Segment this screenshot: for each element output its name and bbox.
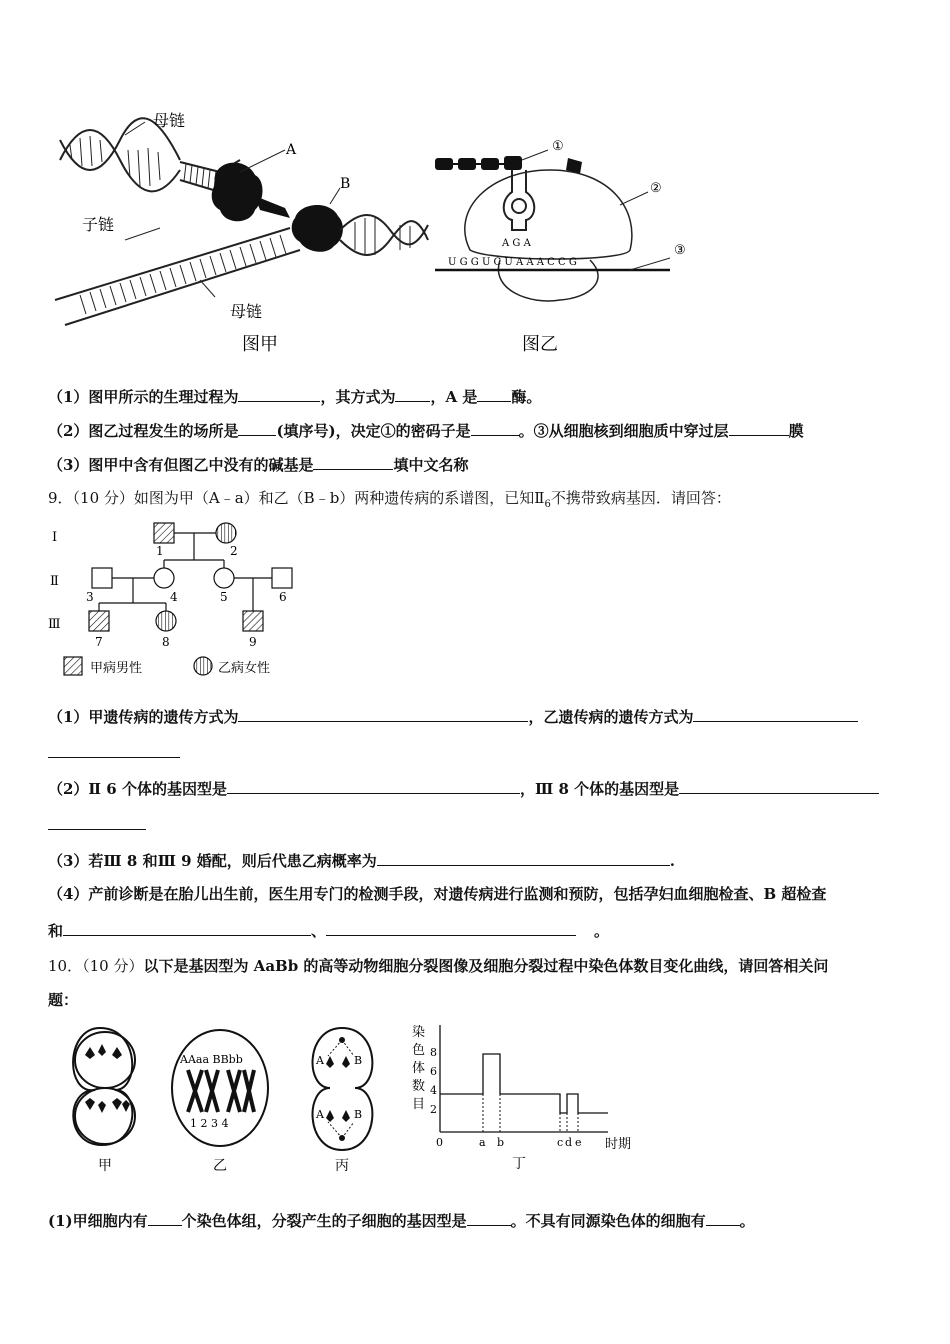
- id-8: 8: [162, 635, 170, 649]
- label-mother-strand-top: 母链: [153, 111, 186, 130]
- ytick-4: 4: [430, 1084, 437, 1097]
- blank[interactable]: [48, 742, 180, 758]
- cell-bing-a-bottom: A: [316, 1108, 324, 1121]
- q9-line-2: （2）Ⅱ 6 个体的基因型是 ，Ⅲ 8 个体的基因型是: [48, 778, 879, 799]
- id-5: 5: [220, 590, 228, 604]
- individual-1: [154, 523, 174, 543]
- xtick-e: e: [575, 1136, 582, 1149]
- ytick-8: 8: [430, 1046, 437, 1059]
- figure-jia: [50, 100, 430, 360]
- q9-stem: 9．（10 分）如图为甲（A﹣a）和乙（B﹣b）两种遗传病的系谱图，已知$Ⅱ_6$不携带致病基因．请回答：: [48, 489, 731, 510]
- label-enzyme-a: A: [286, 142, 297, 158]
- cell-bing-b-bottom: B: [354, 1108, 363, 1121]
- blank[interactable]: [227, 778, 520, 794]
- xtick-d: d: [565, 1136, 573, 1149]
- legend-swatch-a: [64, 657, 82, 675]
- id-1: 1: [156, 544, 164, 558]
- legend-swatch-b: [194, 657, 212, 675]
- mrna-sequence: U G G U C U A A A C C G: [448, 257, 577, 268]
- blank[interactable]: [148, 1210, 182, 1226]
- blank[interactable]: [48, 814, 146, 830]
- blank[interactable]: [395, 386, 430, 402]
- id-6: 6: [279, 590, 287, 604]
- figure-q10: [60, 1020, 650, 1180]
- cell-bing-b-top: B: [354, 1054, 363, 1067]
- blank[interactable]: [477, 386, 511, 402]
- id-7: 7: [95, 635, 103, 649]
- q9-line-1: （1）甲遗传病的遗传方式为 ，乙遗传病的遗传方式为: [48, 706, 858, 727]
- id-4: 4: [170, 590, 178, 604]
- cell-bing-a-top: A: [316, 1054, 324, 1067]
- label-mother-strand-bottom: 母链: [230, 302, 263, 321]
- blank[interactable]: [679, 778, 879, 794]
- individual-2: [216, 523, 236, 543]
- caption-fig-jia: 图甲: [242, 334, 278, 355]
- caption-fig-yi: 图乙: [522, 334, 558, 355]
- graph-ylabel-5: 目: [412, 1097, 426, 1112]
- marker-2: ②: [650, 181, 662, 196]
- blank[interactable]: [729, 420, 789, 436]
- q10-stem: 10．（10 分）以下是基因型为 AaBb 的高等动物细胞分裂图像及细胞分裂过程中染色体数目变化曲线，请回答相关问: [48, 957, 829, 975]
- blank[interactable]: [313, 454, 393, 470]
- xtick-a: a: [479, 1136, 486, 1149]
- graph-ylabel-4: 数: [412, 1079, 426, 1094]
- gen-label-3: Ⅲ: [48, 617, 61, 632]
- label-enzyme-b: B: [340, 176, 351, 192]
- blank[interactable]: [377, 850, 670, 866]
- blank[interactable]: [693, 706, 858, 722]
- legend-label-b: 乙病女性: [218, 661, 271, 676]
- id-2: 2: [230, 544, 238, 558]
- q8-line-3: （3）图甲中含有但图乙中没有的碱基是 填中文名称: [48, 456, 469, 474]
- anticodon: A G A: [502, 238, 531, 249]
- legend-label-a: 甲病男性: [90, 661, 143, 676]
- graph-ylabel-1: 染: [412, 1025, 426, 1040]
- marker-3: ③: [674, 243, 686, 258]
- graph-xlabel: 时期: [605, 1137, 632, 1152]
- marker-1: ①: [552, 139, 564, 154]
- graph-ylabel-3: 体: [412, 1061, 426, 1076]
- label-daughter-strand: 子链: [82, 215, 115, 234]
- blank[interactable]: [63, 920, 311, 936]
- gen-label-2: Ⅱ: [50, 574, 59, 589]
- q10-line-1: (1)甲细胞内有 个染色体组，分裂产生的子细胞的基因型是 。不具有同源染色体的细胞有 。: [48, 1212, 755, 1230]
- blank[interactable]: [467, 1210, 511, 1226]
- individual-9: [243, 611, 263, 631]
- ytick-2: 2: [430, 1103, 437, 1116]
- chromosome-count-graph: [412, 1024, 631, 1152]
- blank[interactable]: [238, 420, 276, 436]
- ytick-6: 6: [430, 1065, 437, 1078]
- id-3: 3: [86, 590, 94, 604]
- caption-ding: 丁: [512, 1156, 526, 1172]
- individual-5: [214, 568, 234, 588]
- q9-line-2-cont: [48, 814, 146, 835]
- blank[interactable]: [706, 1210, 740, 1226]
- individual-8: [156, 611, 176, 631]
- individual-4: [154, 568, 174, 588]
- q9-line-5: 和 、 。: [48, 922, 610, 940]
- pedigree-chart: [46, 515, 316, 685]
- individual-7: [89, 611, 109, 631]
- cell-yi-numbers: 1 2 3 4: [190, 1117, 229, 1130]
- id-9: 9: [249, 635, 257, 649]
- q9-line-4: （4）产前诊断是在胎儿出生前，医生用专门的检测手段，对遗传病进行监测和预防，包括孕妇血细胞检查、B 超检查: [48, 885, 827, 903]
- blank[interactable]: [238, 706, 528, 722]
- blank[interactable]: [471, 420, 519, 436]
- q9-line-3: （3）若Ⅲ 8 和Ⅲ 9 婚配，则后代患乙病概率为 .: [48, 852, 675, 870]
- blank[interactable]: [238, 386, 320, 402]
- q8-line-1: （1）图甲所示的生理过程为 ，其方式为 ，A 是 酶。: [48, 388, 542, 406]
- graph-ylabel-2: 色: [412, 1043, 426, 1058]
- blank[interactable]: [326, 920, 576, 936]
- cell-yi-genes-top: AAaa BBbb: [180, 1053, 243, 1066]
- caption-bing: 丙: [335, 1158, 349, 1174]
- xtick-c: c: [557, 1136, 564, 1149]
- figure-yi: [430, 130, 700, 360]
- ytick-0: 0: [436, 1136, 443, 1149]
- q9-line-1-cont: [48, 742, 180, 763]
- caption-yi: 乙: [213, 1158, 227, 1174]
- xtick-b: b: [497, 1136, 505, 1149]
- caption-jia: 甲: [98, 1158, 112, 1174]
- individual-3: [92, 568, 112, 588]
- q8-line-2: （2）图乙过程发生的场所是 (填序号)，决定①的密码子是 。③从细胞核到细胞质中穿过层 膜: [48, 422, 804, 440]
- gen-label-1: Ⅰ: [52, 530, 58, 545]
- q10-stem-cont: 题：: [48, 991, 79, 1009]
- individual-6: [272, 568, 292, 588]
